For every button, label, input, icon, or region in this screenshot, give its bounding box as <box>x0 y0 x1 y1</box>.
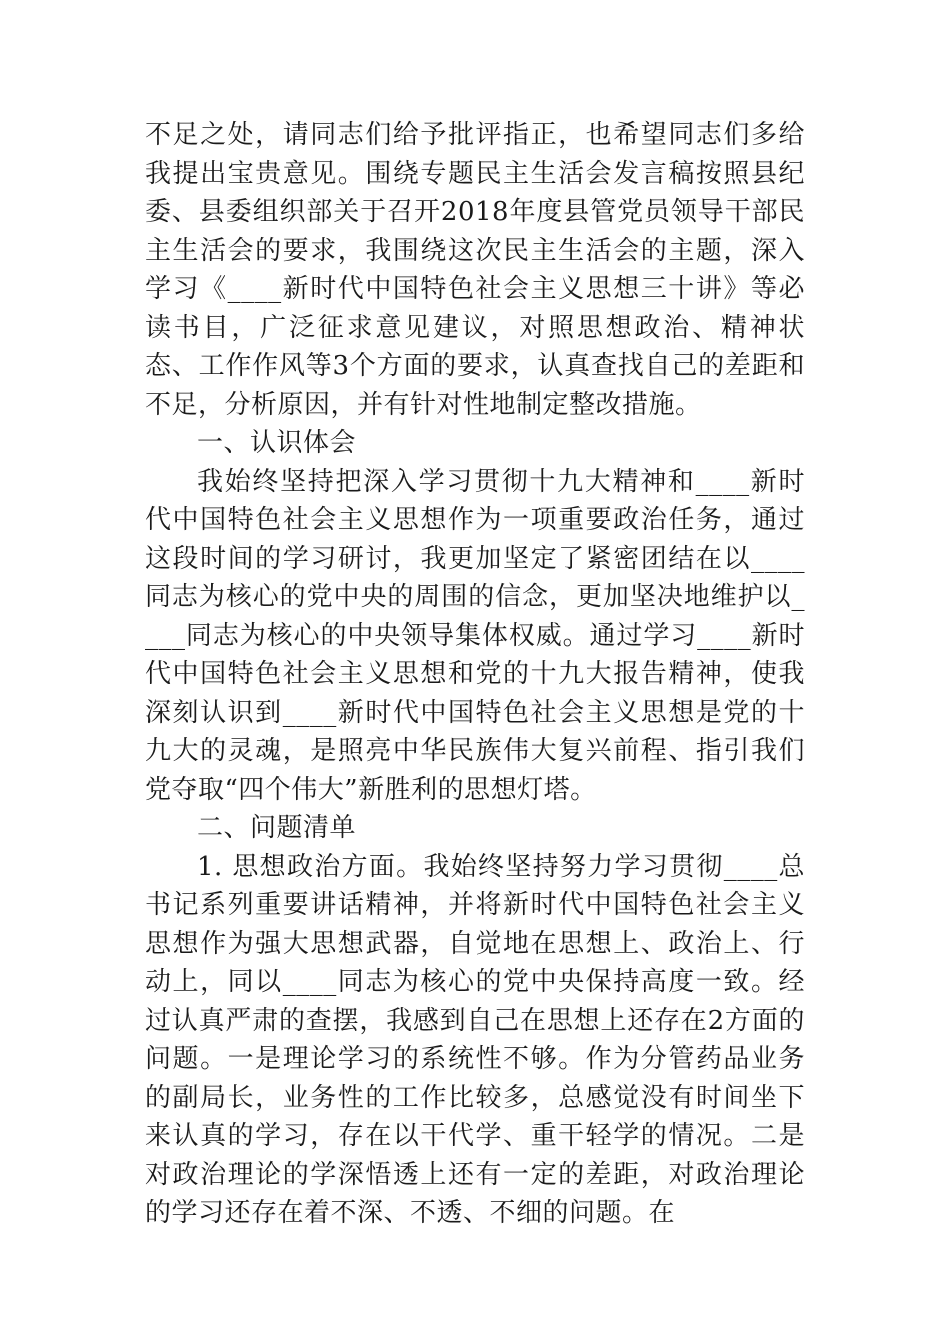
body-paragraph-ideological-political: 1. 思想政治方面。我始终坚持努力学习贯彻____总书记系列重要讲话精神，并将新时代中国特色社会主义思想作为强大思想武器，自觉地在思想上、政治上、行动上，同以____同志为核心的党中央保持高度一致。经过认真严肃的查摆，我感到自己在思想上还存在2方面的问题。一是理论学习的系统性不够。作为分管药品业务的副局长，业务性的工作比较多，总感觉没有时间坐下来认真的学习，存在以干代学、重干轻学的情况。二是对政治理论的学深悟透上还有一定的差距，对政治理论的学习还存在着不深、不透、不细的问题。在 <box>145 851 805 1228</box>
section-heading-problem-list: 二、问题清单 <box>197 813 357 843</box>
document-page <box>145 116 805 1233</box>
section-heading-understanding: 一、认识体会 <box>197 428 357 458</box>
body-paragraph-understanding: 我始终坚持把深入学习贯彻十九大精神和____新时代中国特色社会主义思想作为一项重要政治任务，通过这段时间的学习研讨，我更加坚定了紧密团结在以____同志为核心的党中央的周围的信念，更加坚决地维护以____同志为核心的中央领导集体权威。通过学习____新时代中国特色社会主义思想和党的十九大报告精神，使我深刻认识到____新时代中国特色社会主义思想是党的十九大的灵魂，是照亮中华民族伟大复兴前程、指引我们党夺取“四个伟大”新胜利的思想灯塔。 <box>145 466 805 805</box>
body-paragraph-intro: 不足之处，请同志们给予批评指正，也希望同志们多给我提出宝贵意见。围绕专题民主生活会发言稿按照县纪委、县委组织部关于召开2018年度县管党员领导干部民主生活会的要求，我围绕这次民主生活会的主题，深入学习《____新时代中国特色社会主义思想三十讲》等必读书目，广泛征求意见建议，对照思想政治、精神状态、工作作风等3个方面的要求，认真查找自己的差距和不足，分析原因，并有针对性地制定整改措施。 <box>145 120 805 420</box>
